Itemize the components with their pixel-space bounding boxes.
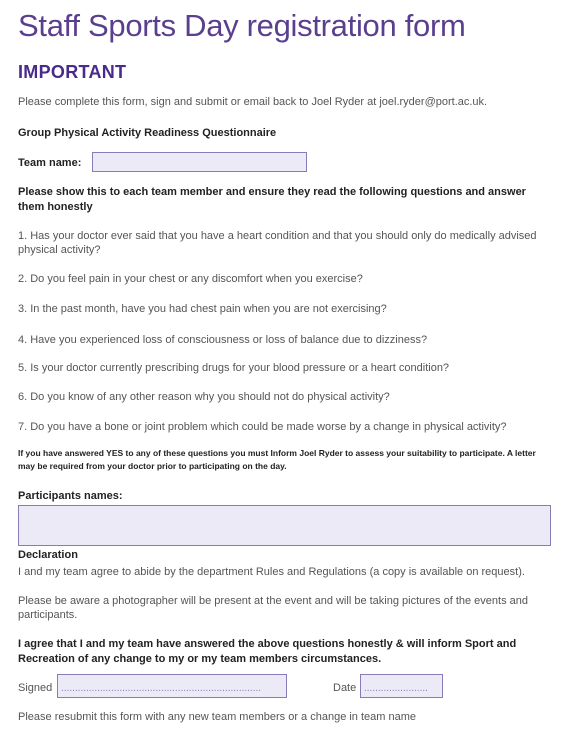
signature-field[interactable]: ........................................................................	[57, 674, 287, 698]
team-name-label: Team name:	[18, 157, 82, 169]
question-3: 3. In the past month, have you had chest pain when you are not exercising?	[18, 303, 387, 315]
date-field[interactable]: .......................	[360, 674, 443, 698]
agreement-text: I agree that I and my team have answered the above questions honestly & will inform Sport and Recreation of any change to my or my team members circumstances.	[18, 638, 517, 665]
instruction-text: Please show this to each team member and ensure they read the following questions and answer them honestly	[18, 186, 526, 213]
question-7: 7. Do you have a bone or joint problem which could be made worse by a change in physical activity?	[18, 421, 507, 433]
questionnaire-heading: Group Physical Activity Readiness Questionnaire	[18, 127, 277, 139]
team-name-field[interactable]	[92, 152, 307, 172]
form-title: Staff Sports Day registration form	[18, 8, 466, 43]
signed-label: Signed	[18, 682, 53, 694]
question-6: 6. Do you know of any other reason why you should not do physical activity?	[18, 391, 390, 403]
photographer-notice: Please be aware a photographer will be present at the event and will be taking pictures of the events and participants.	[18, 595, 528, 621]
question-5: 5. Is your doctor currently prescribing drugs for your blood pressure or a heart condition?	[18, 362, 450, 374]
warning-text: If you have answered YES to any of these questions you must Inform Joel Ryder to assess your suitability to participate. A letter may be required from your doctor prior to participating on the day.	[18, 448, 536, 471]
question-2: 2. Do you feel pain in your chest or any discomfort when you exercise?	[18, 273, 363, 285]
important-heading: IMPORTANT	[18, 62, 127, 82]
question-1: 1. Has your doctor ever said that you have a heart condition and that you should only do medically advised physical activity?	[18, 230, 537, 256]
participants-label: Participants names:	[18, 490, 123, 502]
declaration-text: I and my team agree to abide by the department Rules and Regulations (a copy is available on request).	[18, 566, 525, 578]
footer-text: Please resubmit this form with any new team members or a change in team name	[18, 711, 417, 723]
intro-text: Please complete this form, sign and submit or email back to Joel Ryder at joel.ryder@port.ac.uk.	[18, 96, 488, 108]
date-label: Date	[333, 682, 357, 694]
participants-field[interactable]	[18, 505, 551, 546]
declaration-heading: Declaration	[18, 549, 78, 561]
question-4: 4. Have you experienced loss of consciousness or loss of balance due to dizziness?	[18, 334, 428, 346]
